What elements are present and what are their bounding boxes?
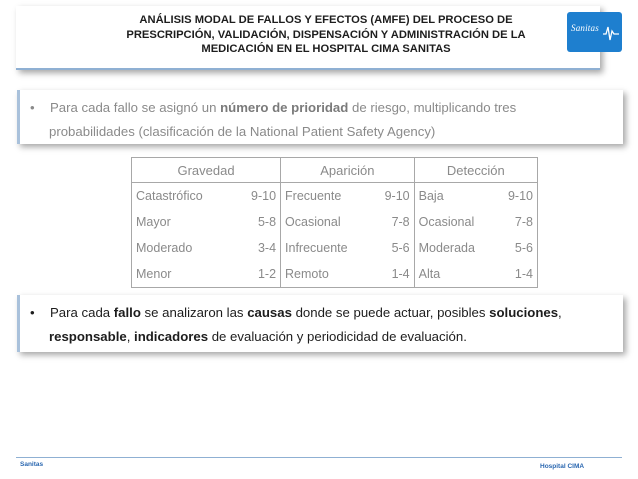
table-cell: Moderada 5-6	[414, 235, 537, 261]
title-line-3: MEDICACIÓN EN EL HOSPITAL CIMA SANITAS	[201, 43, 451, 55]
header-gravedad: Gravedad	[132, 158, 281, 183]
table-row	[132, 209, 538, 235]
table-cell: Catastrófico 9-10	[132, 183, 281, 210]
bold-term-soluciones: soluciones	[489, 305, 559, 320]
header-aparicion: Aparición	[281, 158, 415, 183]
table-cell: Frecuente 9-10	[281, 183, 415, 210]
bullet-marker: •	[30, 100, 35, 115]
bullet-causes-line-2: responsable, indicadores de evaluación y periodicidad de evaluación.	[49, 329, 467, 344]
sanitas-logo	[567, 12, 622, 52]
table-cell: Ocasional 7-8	[281, 209, 415, 235]
table-cell: Moderado 3-4	[132, 235, 281, 261]
bullet-causes-text: • Para cada fallo se analizaron las causas donde se puede actuar, posibles soluciones, responsable, indicadores de evaluación y periodicidad de evaluación.	[30, 301, 610, 349]
bold-term-causas: causas	[247, 305, 292, 320]
footer-hospital: Hospital CIMA	[540, 463, 585, 470]
bold-term-fallo: fallo	[113, 305, 141, 320]
title-box	[16, 6, 600, 70]
bullet-marker: •	[30, 305, 35, 320]
table-cell: Baja 9-10	[414, 183, 537, 210]
table-cell: Remoto 1-4	[281, 261, 415, 288]
footer-brand: Sanitas	[20, 461, 44, 468]
table-cell: Ocasional 7-8	[414, 209, 537, 235]
logo-text: Sanitas	[571, 23, 599, 33]
slide-title	[76, 13, 576, 57]
title-line-1: ANÁLISIS MODAL DE FALLOS Y EFECTOS (AMFE) DEL PROCESO DE	[139, 14, 513, 26]
bullet-box-causes	[17, 295, 623, 352]
table-row	[132, 261, 538, 288]
title-line-2: PRESCRIPCIÓN, VALIDACIÓN, DISPENSACIÓN Y ADMINISTRACIÓN DE LA	[126, 28, 526, 41]
bullet-box-priority	[17, 90, 623, 144]
table-cell: Infrecuente 5-6	[281, 235, 415, 261]
header-deteccion: Detección	[414, 158, 537, 183]
bullet-priority-text: • Para cada fallo se asignó un número de prioridad de riesgo, multiplicando tres probabilidades (clasificación de la National Patient Safety Agency)	[30, 96, 610, 144]
bold-term-priority-number: número de prioridad	[220, 100, 349, 115]
table-cell: Menor 1-2	[132, 261, 281, 288]
risk-classification-table	[131, 157, 538, 284]
table-cell: Mayor 5-8	[132, 209, 281, 235]
bullet-priority-line-2: probabilidades (clasificación de la National Patient Safety Agency)	[49, 124, 436, 139]
bold-term-indicadores: indicadores	[134, 329, 209, 344]
bold-term-responsable: responsable	[49, 329, 127, 344]
table-row	[132, 235, 538, 261]
table-cell: Alta 1-4	[414, 261, 537, 288]
table-row	[132, 183, 538, 210]
heartbeat-icon	[567, 12, 622, 52]
table-header-row	[132, 158, 538, 183]
footer-rule	[16, 457, 622, 458]
